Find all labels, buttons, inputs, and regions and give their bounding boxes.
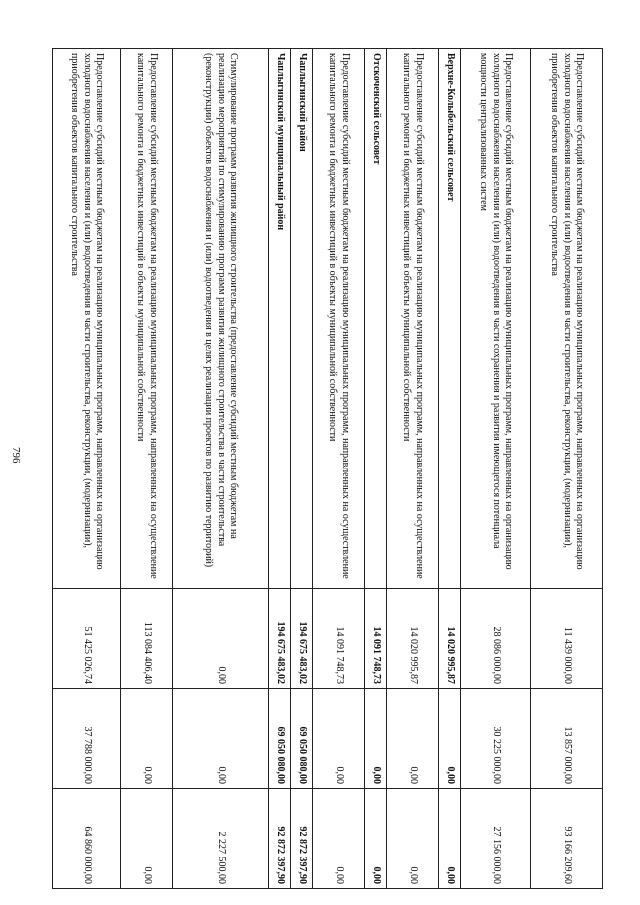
row-value-2025-cell: 0,00 — [173, 689, 269, 789]
row-value-2025-cell: 0,00 — [387, 689, 439, 789]
subsidy-table — [52, 48, 603, 889]
row-value-2025-cell: 69 050 080,00 — [269, 689, 291, 789]
table-row — [53, 49, 121, 889]
table-row — [461, 49, 531, 889]
row-value-2024-cell: 194 675 483,02 — [269, 589, 291, 689]
row-value-2026-cell: 0,00 — [313, 789, 365, 889]
row-value-2025-cell: 13 857 000,00 — [531, 689, 603, 789]
row-value-2024-cell: 51 425 026,74 — [53, 589, 121, 689]
table-row — [291, 49, 313, 889]
row-value-2024-cell: 0,00 — [173, 589, 269, 689]
row-name-cell: Предоставление субсидий местным бюджетам на реализацию муниципальных программ, направленных на осуществление капитального ремонта и бюджетных инвестиций в объекты муниципальной собственности — [121, 49, 173, 589]
table-row — [365, 49, 387, 889]
row-value-2024-cell: 194 675 483,02 — [291, 589, 313, 689]
row-value-2026-cell: 2 227 500,00 — [173, 789, 269, 889]
row-value-2025-cell: 0,00 — [121, 689, 173, 789]
row-value-2026-cell: 64 860 000,00 — [53, 789, 121, 889]
row-value-2024-cell: 113 084 406,40 — [121, 589, 173, 689]
table-row — [439, 49, 461, 889]
row-value-2025-cell: 37 788 000,00 — [53, 689, 121, 789]
row-name-cell: Предоставление субсидий местным бюджетам на реализацию муниципальных программ, направленных на организацию холодного водоснабжения населения и (или) водоотведения в части строительства, реконструкции, (модернизации), приобретения объектов капитального строительства — [53, 49, 121, 589]
row-value-2026-cell: 0,00 — [365, 789, 387, 889]
table-row — [313, 49, 365, 889]
row-value-2024-cell: 11 439 000,00 — [531, 589, 603, 689]
row-name-cell: Отскоченский сельсовет — [365, 49, 387, 589]
row-name-cell: Чаплыгинский район — [291, 49, 313, 589]
row-value-2025-cell: 0,00 — [313, 689, 365, 789]
row-value-2025-cell: 0,00 — [365, 689, 387, 789]
table-row — [121, 49, 173, 889]
table-row — [387, 49, 439, 889]
row-name-cell: Верхне-Колыбельский сельсовет — [439, 49, 461, 589]
table-row — [173, 49, 269, 889]
row-name-cell: Предоставление субсидий местным бюджетам на реализацию муниципальных программ, направленных на осуществление капитального ремонта и бюджетных инвестиций в объекты муниципальной собственности — [387, 49, 439, 589]
page-number: 796 — [10, 447, 22, 464]
row-value-2026-cell: 93 166 209,60 — [531, 789, 603, 889]
row-value-2026-cell: 0,00 — [121, 789, 173, 889]
row-value-2026-cell: 27 156 000,00 — [461, 789, 531, 889]
row-value-2024-cell: 14 091 748,73 — [365, 589, 387, 689]
row-name-cell: Предоставление субсидий местным бюджетам на реализацию муниципальных программ, направленных на организацию холодного водоснабжения населения и (или) водоотведения в части строительства, реконструкции, (модернизации), приобретения объектов капитального строительства — [531, 49, 603, 589]
table-row — [531, 49, 603, 889]
row-name-cell: Предоставление субсидий местным бюджетам на реализацию муниципальных программ, направленных на осуществление капитального ремонта и бюджетных инвестиций в объекты муниципальной собственности — [313, 49, 365, 589]
row-name-cell: Чаплыгинский муниципальный район — [269, 49, 291, 589]
row-value-2025-cell: 69 050 080,00 — [291, 689, 313, 789]
table-row — [269, 49, 291, 889]
row-value-2024-cell: 28 086 000,00 — [461, 589, 531, 689]
row-value-2024-cell: 14 020 995,87 — [387, 589, 439, 689]
row-value-2026-cell: 0,00 — [387, 789, 439, 889]
row-value-2024-cell: 14 091 748,73 — [313, 589, 365, 689]
row-value-2026-cell: 92 872 397,90 — [291, 789, 313, 889]
row-value-2024-cell: 14 020 995,87 — [439, 589, 461, 689]
subsidy-table-body — [53, 49, 603, 889]
row-name-cell: Предоставление субсидий местным бюджетам на реализацию муниципальных программ, направленных на организацию холодного водоснабжения населения и (или) водоотведения в части сохранения и развития имеющегося потенциала мощности централизованных систем — [461, 49, 531, 589]
row-value-2026-cell: 92 872 397,90 — [269, 789, 291, 889]
row-name-cell: Стимулирование программ развития жилищного строительства (предоставление субсидий местным бюджетам на реализацию мероприятий по стимулированию программ развития жилищного строительства в части строительства (реконструкции) объектов водоснабжения и (или) водоотведения в целях реализации проектов по развитию территорий) — [173, 49, 269, 589]
row-value-2025-cell: 30 225 000,00 — [461, 689, 531, 789]
row-value-2026-cell: 0,00 — [439, 789, 461, 889]
row-value-2025-cell: 0,00 — [439, 689, 461, 789]
rotated-table-container — [52, 48, 603, 888]
